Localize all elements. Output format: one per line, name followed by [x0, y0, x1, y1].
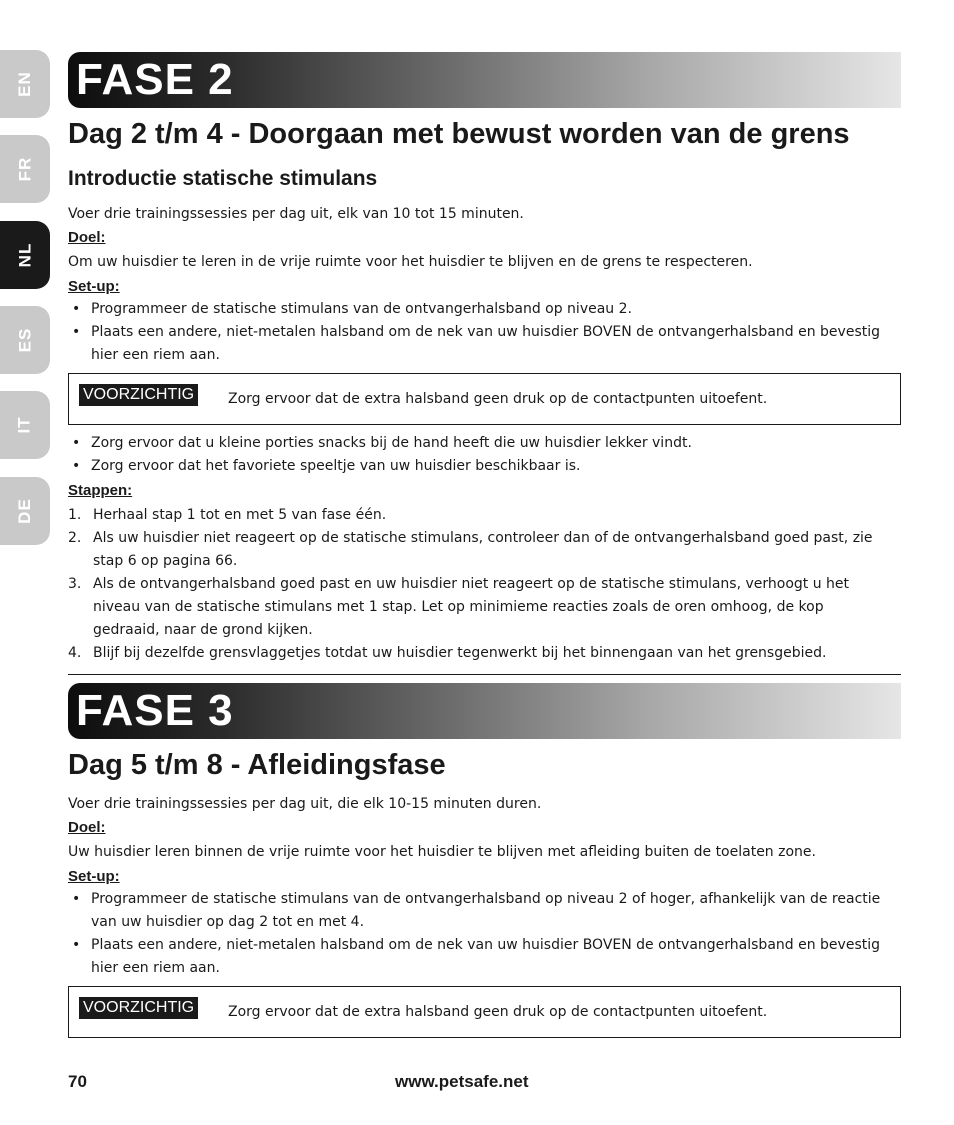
list-item: • Plaats een andere, niet-metalen halsband om de nek van uw huisdier BOVEN de ontvangerhalsband en bevestig hier een riem aan. [68, 934, 888, 980]
step-number: 2. [68, 530, 82, 546]
phase3-banner-title: FASE 3 [76, 686, 234, 735]
caution-text: Zorg ervoor dat de extra halsband geen druk op de contactpunten uitoefent. [228, 391, 768, 407]
step-text: Als uw huisdier niet reageert op de statische stimulans, controleer dan of de ontvangerhalsband goed past, zie stap 6 op pagina 66. [93, 530, 873, 569]
phase2-doel-label: Doel: [68, 229, 106, 246]
phase2-heading: Dag 2 t/m 4 - Doorgaan met bewust worden van de grens [68, 118, 850, 150]
phase2-banner-title: FASE 2 [76, 55, 234, 104]
step-number: 1. [68, 507, 82, 523]
page-number: 70 [68, 1072, 87, 1091]
phase2-setup-label: Set-up: [68, 278, 120, 295]
tab-label: FR [14, 156, 34, 182]
tab-label: DE [15, 498, 34, 524]
language-tab-de[interactable] [0, 477, 50, 545]
list-item: • Programmeer de statische stimulans van de ontvangerhalsband op niveau 2. [68, 298, 888, 321]
step-item [68, 527, 888, 573]
step-number: 4. [68, 645, 82, 661]
phase3-intro: Voer drie trainingssessies per dag uit, die elk 10-15 minuten duren. [68, 796, 542, 812]
list-item: • Zorg ervoor dat u kleine porties snacks bij de hand heeft die uw huisdier lekker vindt. [68, 432, 888, 455]
list-item: • Plaats een andere, niet-metalen halsband om de nek van uw huisdier BOVEN de ontvangerhalsband en bevestig hier een riem aan. [68, 321, 888, 367]
step-text: Herhaal stap 1 tot en met 5 van fase één. [93, 507, 387, 523]
phase3-doel-label: Doel: [68, 819, 106, 836]
caution-badge: VOORZICHTIG [79, 997, 198, 1019]
phase2-caution-box [68, 373, 901, 425]
phase2-intro: Voer drie trainingssessies per dag uit, elk van 10 tot 15 minuten. [68, 206, 524, 222]
phase2-steps-label: Stappen: [68, 482, 133, 499]
step-item [68, 642, 888, 665]
language-tab-en[interactable] [0, 50, 50, 118]
step-number: 3. [68, 576, 82, 592]
step-item [68, 573, 888, 642]
phase3-doel-text: Uw huisdier leren binnen de vrije ruimte voor het huisdier te blijven met afleiding buiten de toelaten zone. [68, 844, 816, 860]
phase2-banner [68, 52, 901, 108]
phase3-setup-list [68, 888, 888, 980]
step-item [68, 504, 888, 527]
phase2-steps-list [68, 504, 888, 665]
caution-badge: VOORZICHTIG [79, 384, 198, 406]
language-tab-nl[interactable] [0, 221, 50, 289]
section-divider [68, 674, 901, 675]
phase3-heading: Dag 5 t/m 8 - Afleidingsfase [68, 749, 446, 781]
step-text: Blijf bij dezelfde grensvlaggetjes totdat uw huisdier tegenwerkt bij het binnengaan van het grensgebied. [93, 645, 827, 661]
phase3-setup-label: Set-up: [68, 868, 120, 885]
phase2-subheading: Introductie statische stimulans [68, 167, 378, 190]
tab-label: IT [14, 416, 34, 434]
phase2-setup-list [68, 298, 888, 367]
caution-text: Zorg ervoor dat de extra halsband geen druk op de contactpunten uitoefent. [228, 1004, 768, 1020]
language-tab-it[interactable] [0, 391, 50, 459]
phase3-caution-box [68, 986, 901, 1038]
language-tab-es[interactable] [0, 306, 50, 374]
language-tab-fr[interactable] [0, 135, 50, 203]
list-item: • Zorg ervoor dat het favoriete speeltje van uw huisdier beschikbaar is. [68, 455, 888, 478]
phase2-preparation-list [68, 432, 888, 478]
list-item: • Programmeer de statische stimulans van de ontvangerhalsband op niveau 2 of hoger, afhankelijk van de reactie van uw huisdier op dag 2 tot en met 4. [68, 888, 888, 934]
phase2-doel-text: Om uw huisdier te leren in de vrije ruimte voor het huisdier te blijven en de grens te respecteren. [68, 254, 753, 270]
step-text: Als de ontvangerhalsband goed past en uw huisdier niet reageert op de statische stimulans, verhoogt u het niveau van de statische stimulans met 1 stap. Let op minimieme reacties zoals de oren omhoog, de kop gedraaid, naar de grond kijken. [93, 576, 850, 638]
tab-label: EN [15, 71, 34, 97]
phase3-banner [68, 683, 901, 739]
tab-label: ES [15, 327, 34, 353]
footer-url[interactable]: www.petsafe.net [395, 1072, 529, 1091]
tab-label: NL [14, 242, 34, 268]
